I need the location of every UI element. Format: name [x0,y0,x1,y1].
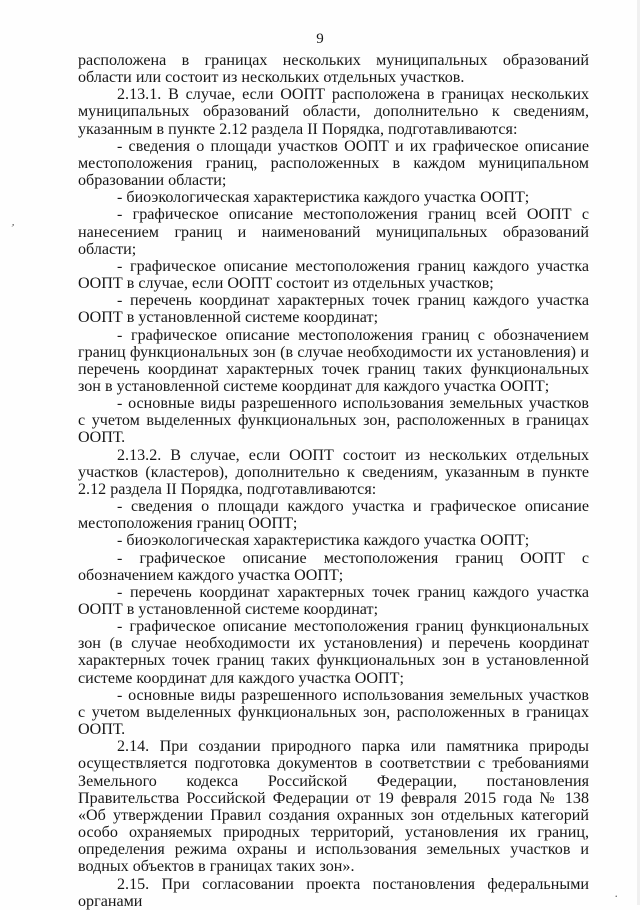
document-body [78,52,589,910]
paragraph: - сведения о площади участков ООПТ и их графическое описание местоположения границ, расположенных в каждом муниципальном образовании области; [78,137,589,190]
paragraph: - сведения о площади каждого участка и графическое описание местоположения границ ООПТ; [78,498,589,533]
paragraph: 2.13.1. В случае, если ООПТ расположена в границах нескольких муниципальных образований области, дополнительно к сведениям, указанным в пункте 2.12 раздела II Порядка, подготавливаются: [78,86,589,138]
paragraph: - графическое описание местоположения границ каждого участка ООПТ в случае, если ООПТ состоит из отдельных участков; [78,257,589,293]
paragraph: - основные виды разрешенного использования земельных участков с учетом выделенных функциональных зон, расположенных в границах ООПТ. [78,395,589,447]
paragraph: 2.13.2. В случае, если ООПТ состоит из нескольких отдельных участков (кластеров), дополнительно к сведениям, указанным в пункте 2.12 раздела II Порядка, подготавливаются: [78,446,589,498]
paragraph: - графическое описание местоположения границ ООПТ с обозначением каждого участка ООПТ; [78,549,589,584]
paragraph: 2.14. При создании природного парка или памятника природы осуществляется подготовка документов в соответствии с требованиями Земельного кодекса Российской Федерации, постановления Правительства Российской Федерации от 19 февраля 2015 года № 138 «Об утверждении Правил создания охранных зон отдельных категорий особо охраняемых природных территорий, установления их границ, определения режима охраны и использования земельных участков и водных объектов в границах таких зон». [78,738,589,876]
paragraph: - графическое описание местоположения границ всей ООПТ с нанесением границ и наименований муниципальных образований области; [78,206,589,258]
paragraph: - перечень координат характерных точек границ каждого участка ООПТ в установленной системе координат; [78,583,589,618]
paragraph: - основные виды разрешенного использования земельных участков с учетом выделенных функциональных зон, расположенных в границах ООПТ. [78,686,589,739]
paragraph: - графическое описание местоположения границ функциональных зон (в случае необходимости их установления) и перечень координат характерных точек границ таких функциональных зон в установленной системе координат для каждого участка ООПТ; [78,618,589,687]
scan-mark: ․ [614,888,618,900]
paragraph: - биоэкологическая характеристика каждого участка ООПТ; [117,532,530,550]
scan-mark: ’ [8,221,16,235]
paragraph: - биоэкологическая характеристика каждого участка ООПТ; [117,189,530,207]
paragraph: 2.15. При согласовании проекта постановления федеральными органами [78,875,589,910]
paragraph: - перечень координат характерных точек границ каждого участка ООПТ в установленной системе координат; [78,292,589,327]
page-number: 9 [316,31,324,47]
paragraph: расположена в границах нескольких муниципальных образований области или состоит из нескольких отдельных участков. [78,52,589,87]
paragraph: - графическое описание местоположения границ с обозначением границ функциональных зон (в случае необходимости их установления) и перечень координат характерных точек границ таких функциональных зон в установленной системе координат для каждого участка ООПТ; [78,326,589,395]
